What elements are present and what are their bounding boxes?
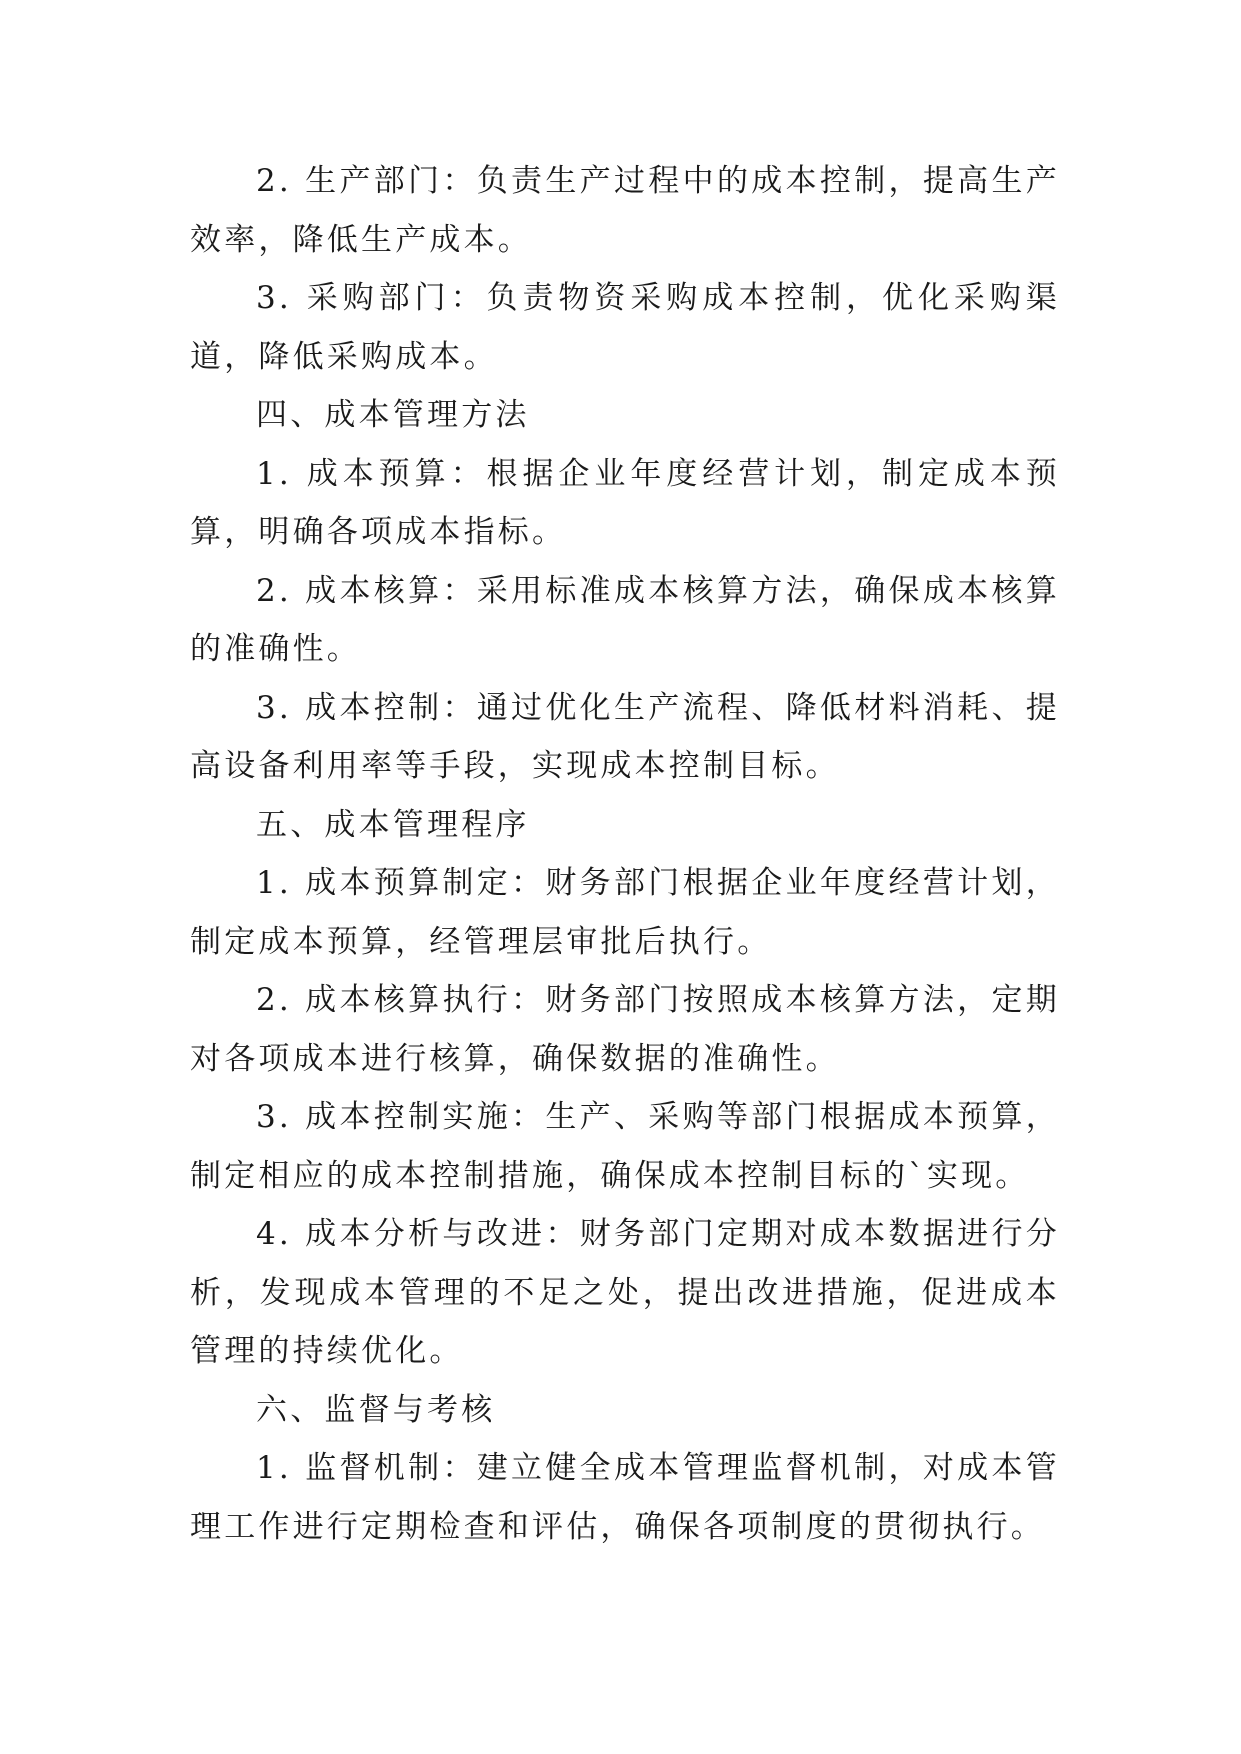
paragraph-supervision-mechanism: 1. 监督机制：建立健全成本管理监督机制，对成本管理工作进行定期检查和评估，确保各项制度的贯彻执行。 bbox=[190, 1450, 1060, 1545]
paragraph-cost-accounting: 2. 成本核算：采用标准成本核算方法，确保成本核算的准确性。 bbox=[190, 572, 1060, 667]
paragraph-analysis-improvement: 4. 成本分析与改进：财务部门定期对成本数据进行分析，发现成本管理的不足之处，提出改进措施，促进成本管理的持续优化。 bbox=[190, 1216, 1060, 1369]
paragraph-budget-formulation: 1. 成本预算制定：财务部门根据企业年度经营计划，制定成本预算，经管理层审批后执行。 bbox=[190, 865, 1060, 960]
paragraph-cost-control: 3. 成本控制：通过优化生产流程、降低材料消耗、提高设备利用率等手段，实现成本控制目标。 bbox=[190, 689, 1060, 784]
paragraph-purchasing-dept: 3. 采购部门：负责物资采购成本控制，优化采购渠道，降低采购成本。 bbox=[190, 280, 1060, 375]
section-heading-cost-procedures: 五、成本管理程序 bbox=[256, 806, 530, 843]
section-heading-supervision: 六、监督与考核 bbox=[256, 1391, 496, 1428]
document-body bbox=[190, 152, 1060, 1556]
paragraph-cost-budget: 1. 成本预算：根据企业年度经营计划，制定成本预算，明确各项成本指标。 bbox=[190, 455, 1060, 550]
paragraph-production-dept: 2. 生产部门：负责生产过程中的成本控制，提高生产效率，降低生产成本。 bbox=[190, 163, 1060, 258]
section-heading-cost-methods: 四、成本管理方法 bbox=[256, 397, 530, 433]
paragraph-control-implementation: 3. 成本控制实施：生产、采购等部门根据成本预算，制定相应的成本控制措施，确保成本控制目标的`实现。 bbox=[190, 1099, 1060, 1194]
paragraph-accounting-execution: 2. 成本核算执行：财务部门按照成本核算方法，定期对各项成本进行核算，确保数据的准确性。 bbox=[190, 982, 1060, 1077]
